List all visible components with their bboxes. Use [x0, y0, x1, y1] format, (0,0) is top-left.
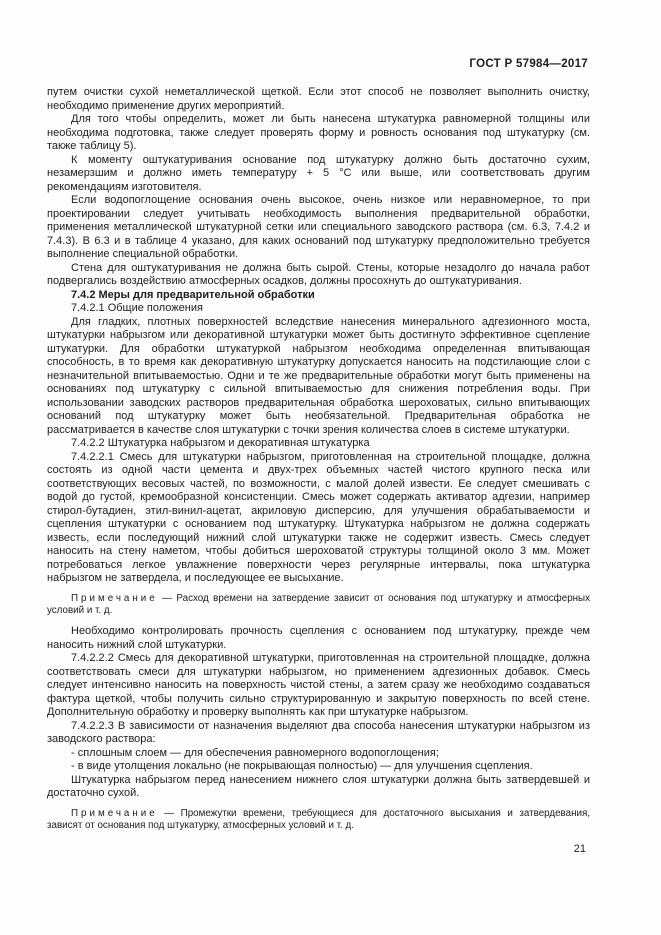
note: Примечание — Промежутки времени, требующиеся для достаточного высыхания и затвердевания, зависят от основания под штукатурку, атмосферных условий и т. д.: [47, 807, 590, 831]
paragraph: Штукатурка набрызгом перед нанесением нижнего слоя штукатурки должна быть затвердевшей и достаточно сухой.: [47, 773, 590, 800]
paragraph: 7.4.2.2.1 Смесь для штукатурки набрызгом, приготовленная на строительной площадке, должна состоять из одной части цемента и двух-трех объемных частей чистого крупного песка или соответствующих весовых частей, по возможности, с малой долей извести. Ее следует смешивать с водой до густой, кремообразной консистенции. Смесь может содержать активатор адгезии, например стирол-бутадиен, этил-винил-ацетат, акриловую дисперсию, для улучшения обрабатываемости и сцепления штукатурки с основанием под штукатурку. Штукатурка набрызгом не должна содержать известь, если последующий нижний слой штукатурки также не содержит известь. Смесь следует наносить на стену наметом, чтобы добиться шероховатой структуры толщиной около 3 мм. Может потребоваться легкое увлажнение поверхности через регулярные интервалы, пока штукатурка набрызгом не затвердела, и последующее ее высыхание.: [47, 450, 590, 584]
paragraph: путем очистки сухой неметаллической щеткой. Если этот способ не позволяет выполнить очистку, необходимо применение других мероприятий.: [47, 86, 590, 112]
paragraph: Для того чтобы определить, может ли быть нанесена штукатурка равномерной толщины или необходима подготовка, также следует проверять форму и ровность основания под штукатурку (см. также таблицу 5).: [47, 113, 590, 152]
paragraph: Для гладких, плотных поверхностей вследствие нанесения минерального адгезионного моста, штукатурки набрызгом или декоративной штукатурки может быть достигнуто эффективное сцепление штукатурки. Для обработки штукатуркой набрызгом необходима определенная впитывающая способность, в то время как декоративную штукатурку допускается наносить на подстилающие слои с незначительной впитываемостью. Одни и те же предварительные обработки могут быть применены на основаниях под штукатурку с сильной впитываемостью для снижения потребления воды. При использовании заводских растворов предварительная обработка шероховатых, сильно впитывающих оснований под штукатурку может быть необязательной. Предварительная обработка не рассматривается в качестве слоя штукатурки с точки зрения количества слоев в системе штукатурки.: [47, 315, 590, 436]
paragraph: 7.4.2.1 Общие положения: [71, 302, 203, 314]
paragraph: Необходимо контролировать прочность сцепления с основанием под штукатурку, прежде чем наносить нижний слой штукатурки.: [47, 625, 590, 651]
document-content: [47, 86, 590, 840]
document-header: [47, 58, 588, 70]
page-footer: [574, 843, 586, 855]
page-number: 21: [573, 843, 586, 855]
paragraph: 7.4.2.2.2 Смесь для декоративной штукатурки, приготовленная на строительной площадке, должна соответствовать смеси для штукатурки набрызгом, но применением адгезионных добавок. Смесь следует интенсивно наносить на поверхность чистой стены, а затем сразу же необходимо создаваться фактура щеткой, чтобы получить сильно структурированную и закрытую поверхность по всей стене. Дополнительную обработку и проверку выполнять как при штукатурке набрызгом.: [47, 652, 590, 719]
note: Примечание — Расход времени на затвердение зависит от основания под штукатурку и атмосферных условий и т. д.: [47, 592, 590, 616]
standard-designation: ГОСТ Р 57984—2017: [469, 58, 588, 70]
paragraph: Если водопоглощение основания очень высокое, очень низкое или неравномерное, то при проектировании следует учитывать необходимость выполнения предварительной обработки, применения металлической штукатурной сетки или специального заводского раствора (см. 6.3, 7.4.2 и 7.4.3). В 6.3 и в таблице 4 указано, для каких оснований под штукатурку предположительно требуется выполнение специальной обработки.: [47, 194, 590, 260]
paragraph: 7.4.2.2.3 В зависимости от назначения выделяют два способа нанесения штукатурки набрызгом из заводского раствора:: [47, 719, 590, 746]
paragraph: 7.4.2.2 Штукатурка набрызгом и декоративная штукатурка: [71, 437, 370, 449]
note-label: Примечание: [71, 592, 158, 604]
paragraph: К моменту оштукатуривания основание под штукатурку должно быть достаточно сухим, незамерзшим и должно иметь температуру + 5 °С или выше, или соответствовать другим рекомендациям изготовителя.: [47, 153, 590, 193]
list-item: - в виде утолщения локально (не покрывающая полностью) — для улучшения сцепления.: [71, 760, 533, 773]
paragraph: Стена для оштукатуривания не должна быть сырой. Стены, которые незадолго до начала работ подвергались воздействию атмосферных осадков, должны просохнуть до оштукатуривания.: [47, 261, 590, 287]
section-heading: 7.4.2 Меры для предварительной обработки: [71, 288, 315, 301]
note-label: Примечание: [71, 807, 158, 819]
list-item: - сплошным слоем — для обеспечения равномерного водопоглощения;: [71, 746, 439, 759]
